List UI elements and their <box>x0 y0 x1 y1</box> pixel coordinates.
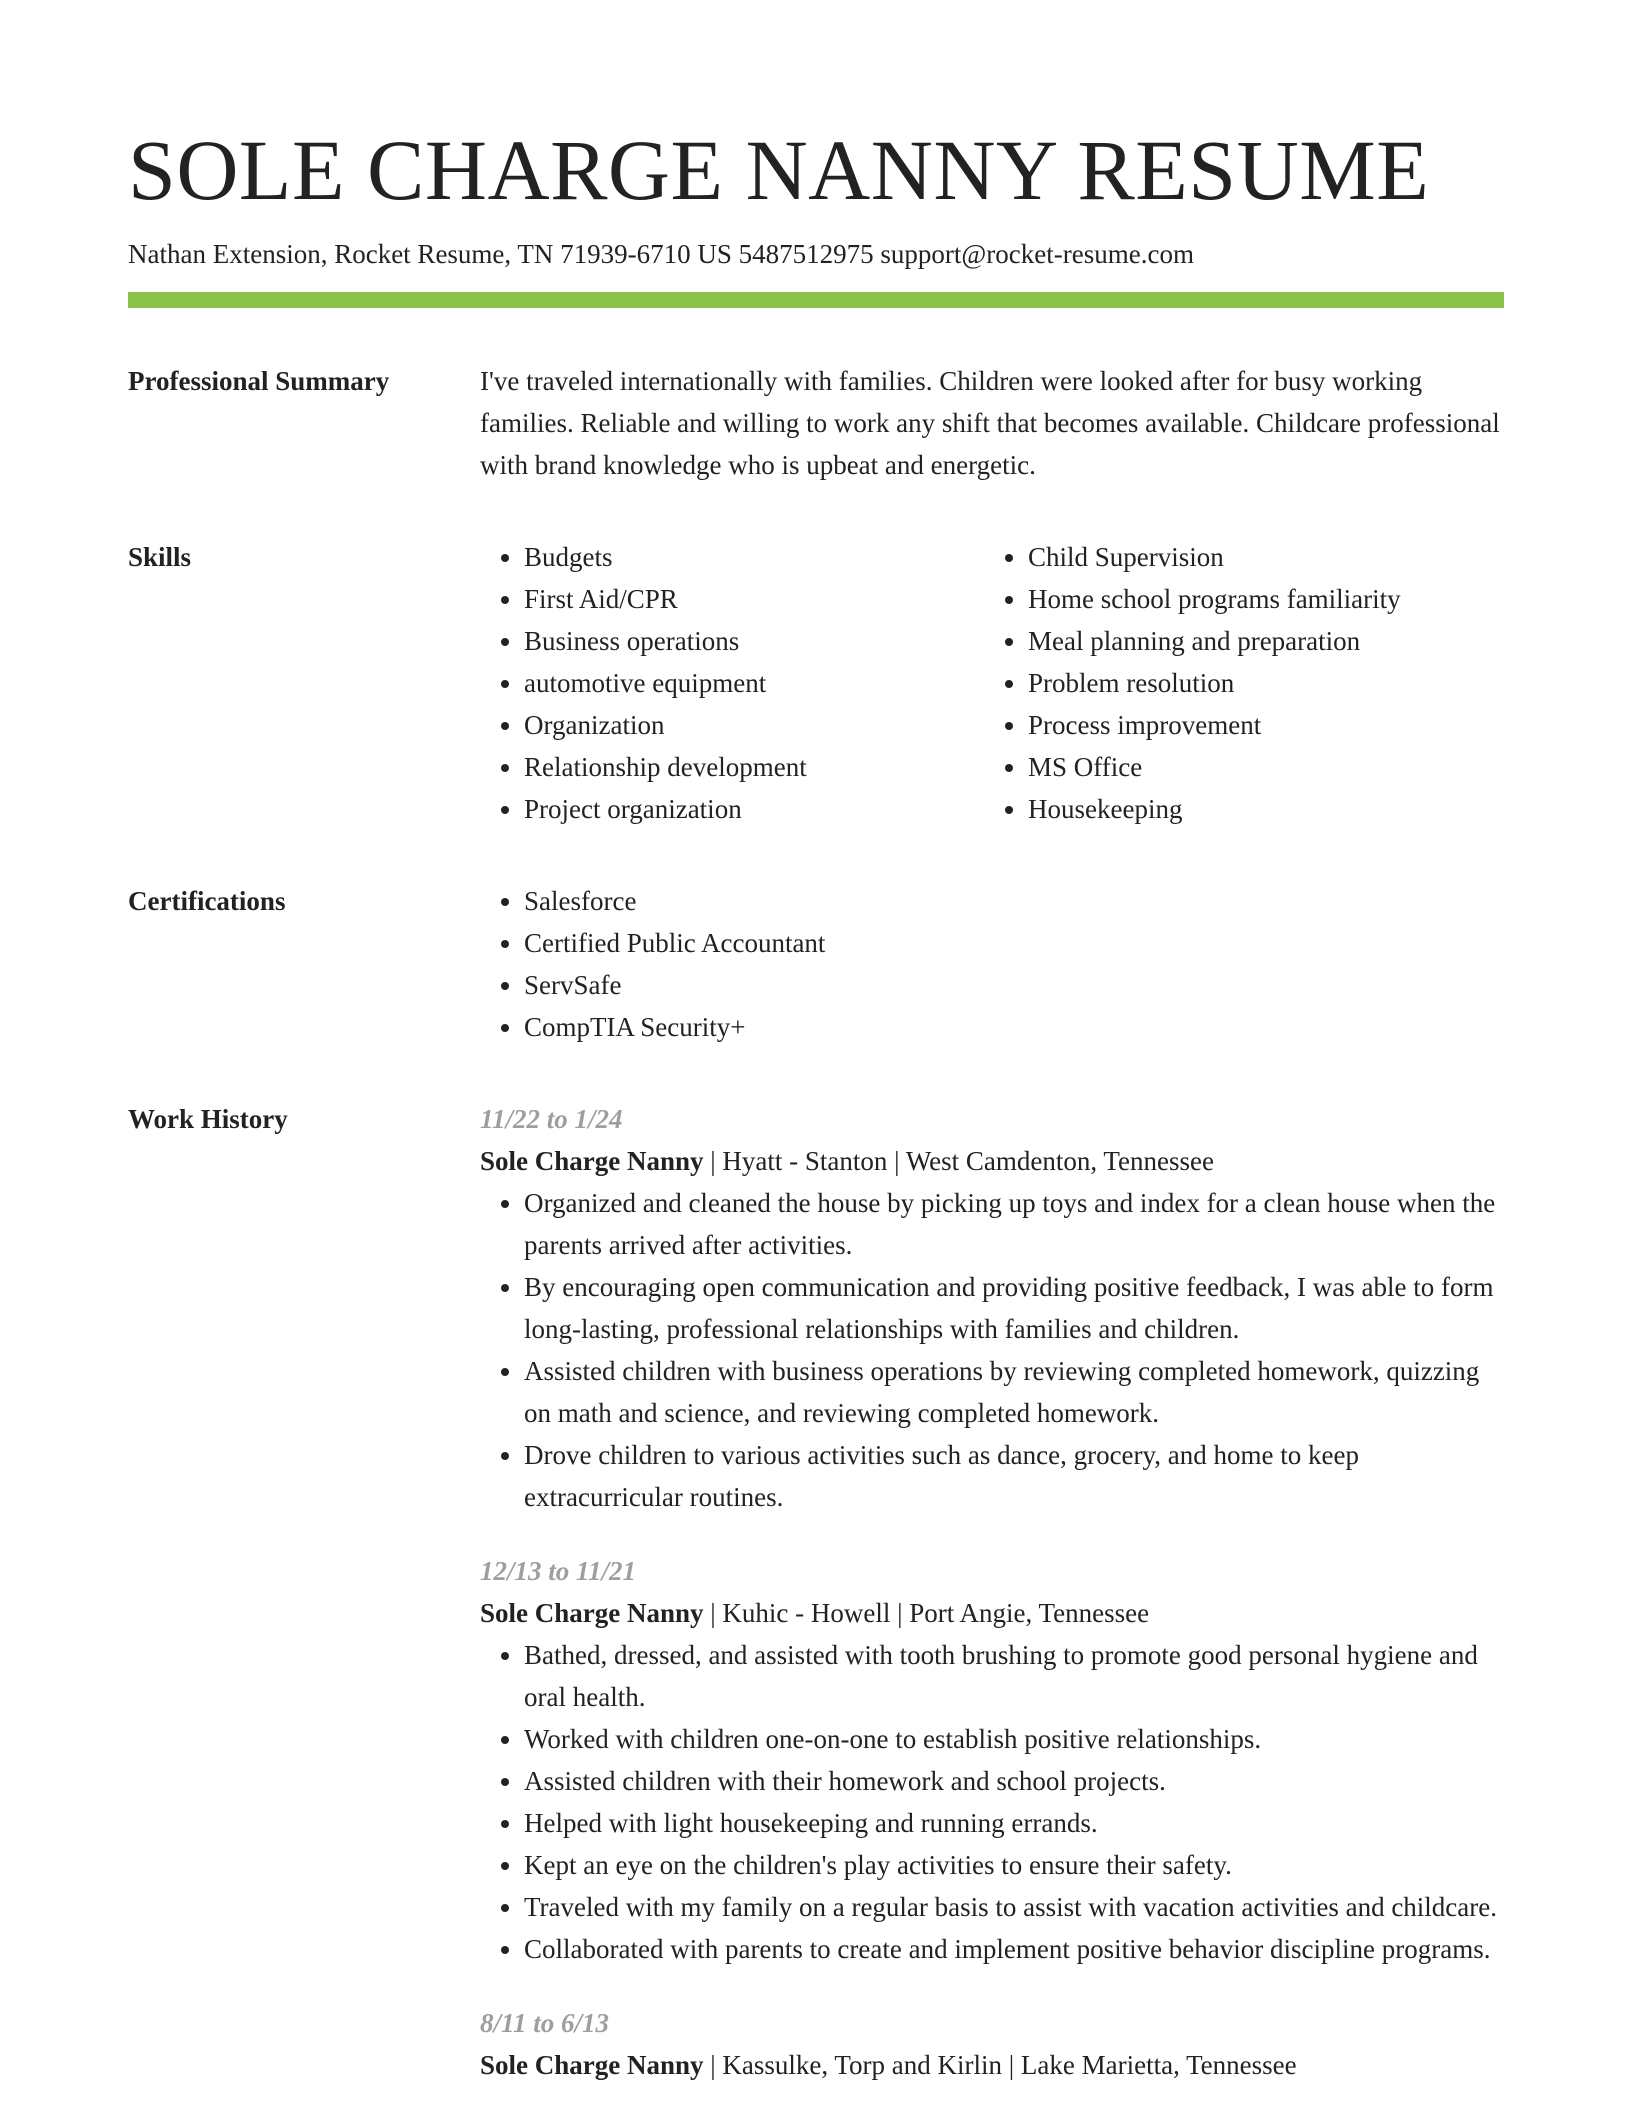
job-dates: 8/11 to 6/13 <box>480 2008 610 2038</box>
skill-item: • Project organization <box>524 788 984 830</box>
job-duty-item: • Helped with light housekeeping and running errands. <box>524 1802 1504 1844</box>
job-title: Sole Charge Nanny <box>480 1598 704 1628</box>
contact-line: Nathan Extension, Rocket Resume, TN 71939-6710 US 5487512975 support@rocket-resume.com <box>128 239 1194 269</box>
job-duty-item: • Kept an eye on the children's play activities to ensure their safety. <box>524 1844 1504 1886</box>
job-duty-item: • Collaborated with parents to create and implement positive behavior discipline programs. <box>524 1928 1504 1970</box>
skill-item: • Budgets <box>524 536 984 578</box>
skills-right-column <box>984 536 1488 830</box>
job-dates: 12/13 to 11/21 <box>480 1556 637 1586</box>
job-title: Sole Charge Nanny <box>480 1146 704 1176</box>
skills-section <box>128 536 1504 830</box>
skill-item: • Organization <box>524 704 984 746</box>
job-duty-item: • Drove children to various activities such as dance, grocery, and home to keep extracurricular routines. <box>524 1434 1504 1518</box>
job-duty-item: • Organized and cleaned the house by picking up toys and index for a clean house when the parents arrived after activities. <box>524 1182 1504 1266</box>
job-duties-list <box>480 1634 1504 1970</box>
job-entry <box>480 1550 1504 1970</box>
job-duty-item: • Worked with children one-on-one to establish positive relationships. <box>524 1718 1504 1760</box>
certification-item: • ServSafe <box>524 964 1504 1006</box>
work-history-heading: Work History <box>128 1104 288 1134</box>
job-entry <box>480 1098 1504 1518</box>
skill-item: • First Aid/CPR <box>524 578 984 620</box>
skill-item: • Child Supervision <box>1028 536 1488 578</box>
job-duty-item: • Traveled with my family on a regular basis to assist with vacation activities and childcare. <box>524 1886 1504 1928</box>
skills-grid <box>480 536 1504 830</box>
certifications-section <box>128 880 1504 1048</box>
skill-item: • Home school programs familiarity <box>1028 578 1488 620</box>
certification-item: • CompTIA Security+ <box>524 1006 1504 1048</box>
skills-left-column <box>480 536 984 830</box>
skills-heading: Skills <box>128 542 192 572</box>
job-heading <box>480 2044 1504 2086</box>
resume-title: SOLE CHARGE NANNY RESUME <box>128 122 1430 218</box>
job-duties-list <box>480 1182 1504 1518</box>
work-history-section <box>128 1098 1504 2118</box>
job-duty-item: • Bathed, dressed, and assisted with tooth brushing to promote good personal hygiene and oral health. <box>524 1634 1504 1718</box>
summary-section <box>128 360 1504 486</box>
skill-item: • Business operations <box>524 620 984 662</box>
skill-item: • Meal planning and preparation <box>1028 620 1488 662</box>
job-employer-location: | Kuhic - Howell | Port Angie, Tennessee <box>703 1598 1150 1628</box>
certifications-heading: Certifications <box>128 886 286 916</box>
certifications-list <box>480 880 1504 1048</box>
job-duty-item: • Assisted children with their homework and school projects. <box>524 1760 1504 1802</box>
skill-item: • Housekeeping <box>1028 788 1488 830</box>
job-heading <box>480 1592 1504 1634</box>
job-heading <box>480 1140 1504 1182</box>
job-dates: 11/22 to 1/24 <box>480 1104 623 1134</box>
job-entry <box>480 2002 1504 2086</box>
certification-item: • Certified Public Accountant <box>524 922 1504 964</box>
skill-item: • Problem resolution <box>1028 662 1488 704</box>
job-employer-location: | Hyatt - Stanton | West Camdenton, Tennessee <box>703 1146 1214 1176</box>
job-duty-item: • Assisted children with business operations by reviewing completed homework, quizzing on math and science, and reviewing completed homework. <box>524 1350 1504 1434</box>
job-duty-item: • By encouraging open communication and providing positive feedback, I was able to form long-lasting, professional relationships with families and children. <box>524 1266 1504 1350</box>
job-employer-location: | Kassulke, Torp and Kirlin | Lake Marietta, Tennessee <box>703 2050 1297 2080</box>
skill-item: • automotive equipment <box>524 662 984 704</box>
skill-item: • Process improvement <box>1028 704 1488 746</box>
job-title: Sole Charge Nanny <box>480 2050 704 2080</box>
summary-heading: Professional Summary <box>128 366 390 396</box>
header-accent-rule <box>128 292 1504 308</box>
resume-page <box>128 0 1504 2118</box>
skill-item: • MS Office <box>1028 746 1488 788</box>
certification-item: • Salesforce <box>524 880 1504 922</box>
summary-text: I've traveled internationally with families. Children were looked after for busy working families. Reliable and willing to work any shift that becomes available. Childcare professional with brand knowledge who is upbeat and energetic. <box>480 366 1500 480</box>
skill-item: • Relationship development <box>524 746 984 788</box>
